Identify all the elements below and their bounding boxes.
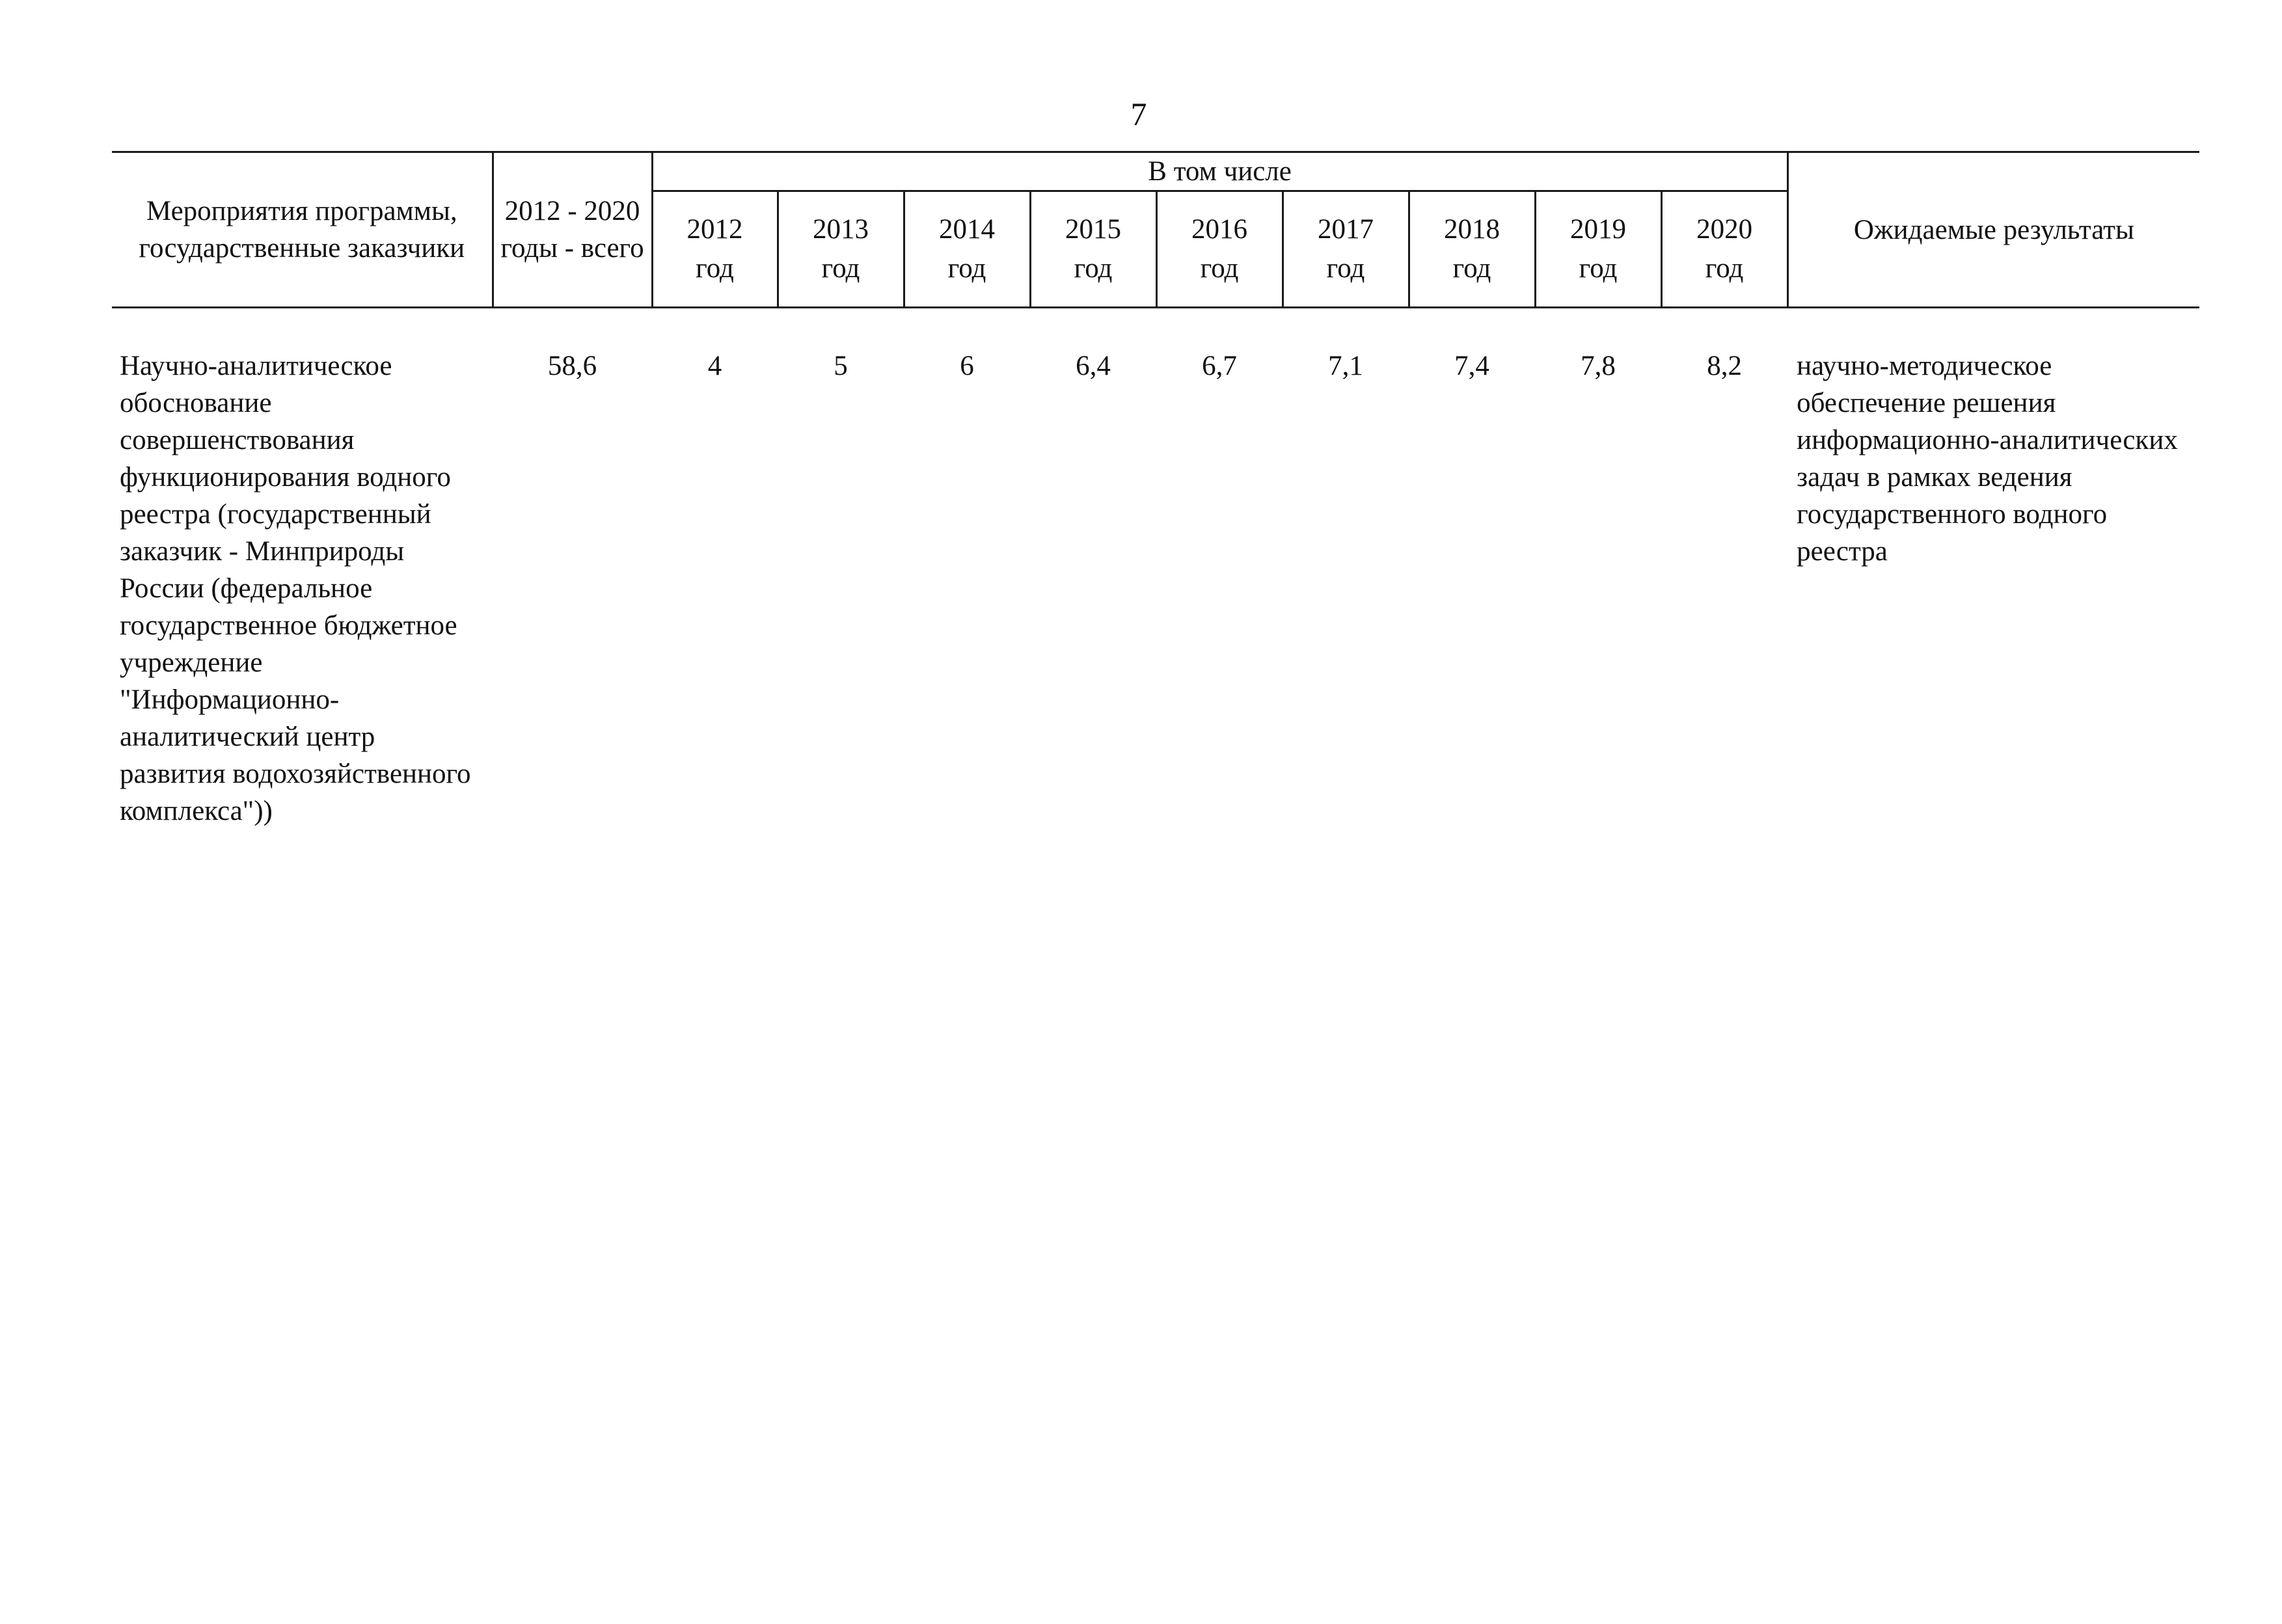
program-table [112, 151, 2199, 830]
header-including: В том числе [652, 152, 1787, 191]
cell-value-2014: 6 [960, 351, 974, 381]
cell-measure: Научно-аналитическое обоснование совершенствования функционирования водного реестра (государственный заказчик - Минприроды России (федеральное государственное бюджетное учреждение "Информационно-аналитический центр развития водохозяйственного комплекса")) [120, 351, 471, 826]
header-results: Ожидаемые результаты [1787, 152, 2199, 308]
header-year-2019: 2019 год [1535, 191, 1661, 308]
cell-total: 58,6 [547, 351, 597, 381]
header-year-2018: 2018 год [1409, 191, 1535, 308]
cell-value-2019: 7,8 [1581, 351, 1616, 381]
cell-value-2018: 7,4 [1454, 351, 1489, 381]
cell-result: научно-методическое обеспечение решения информационно-аналитических задач в рамках ведения государственного водного реестра [1797, 351, 2178, 567]
cell-value-2015: 6,4 [1076, 351, 1111, 381]
table-row [112, 308, 2199, 831]
cell-value-2012: 4 [707, 351, 722, 381]
cell-value-2016: 6,7 [1202, 351, 1237, 381]
header-measures: Мероприятия программы, государственные заказчики [112, 152, 493, 308]
table-header-row [112, 152, 2199, 191]
header-year-2016: 2016 год [1156, 191, 1283, 308]
page-number: 7 [1130, 96, 1147, 132]
header-year-2017: 2017 год [1283, 191, 1409, 308]
header-total: 2012 - 2020 годы - всего [493, 152, 652, 308]
header-year-2015: 2015 год [1030, 191, 1156, 308]
program-table-container [112, 151, 2199, 830]
header-year-2012: 2012 год [652, 191, 778, 308]
header-year-2014: 2014 год [904, 191, 1030, 308]
header-year-2020: 2020 год [1661, 191, 1787, 308]
cell-value-2017: 7,1 [1328, 351, 1363, 381]
cell-value-2020: 8,2 [1707, 351, 1742, 381]
cell-value-2013: 5 [834, 351, 848, 381]
header-year-2013: 2013 год [778, 191, 904, 308]
